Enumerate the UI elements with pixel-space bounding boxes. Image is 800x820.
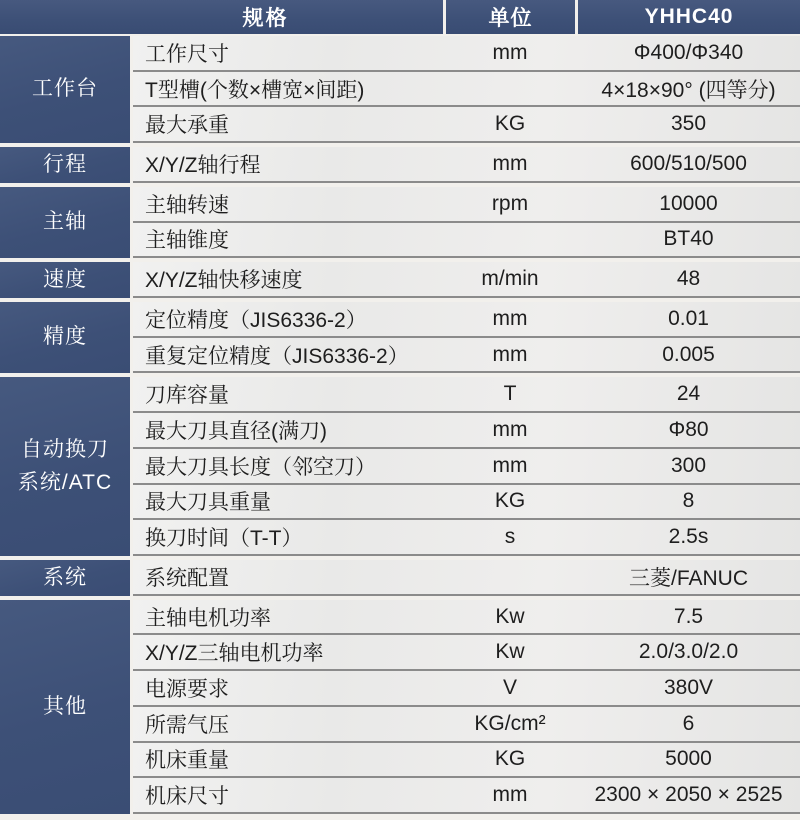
spec-value: Φ80 bbox=[668, 418, 709, 441]
item-label: 主轴电机功率 bbox=[145, 606, 271, 630]
spec-row bbox=[133, 377, 800, 411]
category-label: 行程 bbox=[43, 152, 87, 176]
category-label: 自动换刀 bbox=[21, 438, 109, 462]
spec-value: 350 bbox=[670, 112, 707, 136]
spec-block bbox=[0, 36, 800, 143]
unit-value: rpm bbox=[491, 191, 529, 215]
spec-row bbox=[133, 411, 800, 447]
spec-block bbox=[0, 147, 800, 183]
spec-row bbox=[133, 669, 800, 705]
item-label: 换刀时间（T-T） bbox=[145, 527, 303, 551]
item-label: 工作尺寸 bbox=[145, 42, 229, 66]
item-label: X/Y/Z轴行程 bbox=[145, 154, 261, 177]
spec-block bbox=[0, 600, 800, 814]
spec-value: 48 bbox=[676, 267, 701, 291]
spec-value: 0.01 bbox=[668, 306, 709, 330]
unit-value: KG bbox=[494, 112, 526, 136]
unit-value: KG/cm² bbox=[474, 711, 546, 735]
spec-value: 2.0/3.0/2.0 bbox=[638, 640, 739, 664]
spec-block bbox=[0, 302, 800, 373]
unit-value: V bbox=[502, 676, 517, 700]
unit-value: mm bbox=[492, 453, 528, 477]
spec-row bbox=[133, 336, 800, 372]
unit-value: KG bbox=[494, 489, 526, 513]
spec-value: 2.5s bbox=[668, 525, 709, 549]
spec-value: 7.5 bbox=[673, 604, 704, 628]
item-label: 刀库容量 bbox=[145, 384, 229, 408]
spec-row bbox=[133, 187, 800, 221]
category-cell bbox=[0, 36, 130, 143]
spec-row bbox=[133, 70, 800, 106]
spec-row bbox=[133, 262, 800, 296]
item-label: 电源要求 bbox=[145, 678, 229, 702]
spec-value: 600/510/500 bbox=[630, 152, 747, 175]
spec-value: 2300 × 2050 × 2525 bbox=[594, 783, 783, 807]
item-label: 定位精度（JIS6336-2） bbox=[145, 308, 367, 332]
spec-value: 4×18×90° (四等分) bbox=[601, 78, 776, 102]
unit-value: mm bbox=[492, 152, 528, 175]
header-model: YHHC40 bbox=[578, 0, 800, 34]
spec-row bbox=[133, 302, 800, 336]
unit-value: s bbox=[504, 525, 516, 549]
spec-row bbox=[133, 776, 800, 812]
spec-row bbox=[133, 447, 800, 483]
item-label: 主轴锥度 bbox=[145, 229, 229, 253]
category-label: 其他 bbox=[43, 694, 87, 718]
block-rows bbox=[133, 302, 800, 373]
item-label: 机床重量 bbox=[145, 749, 229, 773]
spec-block bbox=[0, 262, 800, 298]
category-cell bbox=[0, 302, 130, 373]
category-cell bbox=[0, 262, 130, 298]
item-label: X/Y/Z三轴电机功率 bbox=[145, 642, 324, 666]
category-cell bbox=[0, 560, 130, 596]
category-cell bbox=[0, 147, 130, 183]
spec-row bbox=[133, 221, 800, 257]
spec-value: BT40 bbox=[663, 227, 714, 251]
spec-value: Φ400/Φ340 bbox=[633, 40, 744, 64]
spec-value: 24 bbox=[676, 382, 701, 406]
spec-value: 300 bbox=[670, 453, 707, 477]
category-label: 精度 bbox=[43, 325, 87, 349]
spec-value: 6 bbox=[682, 711, 695, 735]
item-label: 机床尺寸 bbox=[145, 785, 229, 809]
spec-row bbox=[133, 741, 800, 777]
unit-value: mm bbox=[492, 306, 528, 330]
item-label: 最大刀具直径(满刀) bbox=[145, 420, 327, 443]
spec-row bbox=[133, 483, 800, 519]
category-cell bbox=[0, 377, 130, 556]
block-rows bbox=[133, 560, 800, 596]
unit-value: m/min bbox=[481, 267, 539, 291]
spec-row bbox=[133, 633, 800, 669]
unit-value: Kw bbox=[495, 604, 525, 628]
spec-block bbox=[0, 560, 800, 596]
block-rows bbox=[133, 600, 800, 814]
category-label: 速度 bbox=[43, 267, 87, 291]
item-label: T型槽(个数×槽宽×间距) bbox=[145, 78, 365, 102]
category-cell bbox=[0, 600, 130, 814]
unit-value: mm bbox=[492, 40, 528, 64]
spec-value: 10000 bbox=[659, 191, 718, 215]
unit-value: Kw bbox=[495, 640, 525, 664]
item-label: 最大刀具长度（邻空刀） bbox=[145, 455, 376, 479]
block-rows bbox=[133, 147, 800, 183]
header-spec: 规格 bbox=[0, 0, 443, 34]
block-rows bbox=[133, 262, 800, 298]
spec-value: 5000 bbox=[665, 747, 712, 771]
category-label: 系统 bbox=[43, 565, 87, 589]
unit-value: T bbox=[503, 382, 517, 406]
spec-row bbox=[133, 147, 800, 181]
item-label: 重复定位精度（JIS6336-2） bbox=[145, 344, 409, 368]
item-label: 系统配置 bbox=[145, 566, 229, 590]
category-label: 工作台 bbox=[32, 77, 98, 101]
table-body bbox=[0, 36, 800, 814]
unit-value: KG bbox=[494, 747, 526, 771]
table-header bbox=[0, 0, 800, 34]
spec-row bbox=[133, 705, 800, 741]
spec-value: 0.005 bbox=[662, 342, 715, 366]
block-rows bbox=[133, 36, 800, 143]
item-label: X/Y/Z轴快移速度 bbox=[145, 269, 303, 293]
block-rows bbox=[133, 187, 800, 258]
unit-value: mm bbox=[492, 342, 528, 366]
block-rows bbox=[133, 377, 800, 556]
unit-value: mm bbox=[492, 418, 528, 441]
category-label: 主轴 bbox=[43, 210, 87, 234]
spec-row bbox=[133, 600, 800, 634]
spec-block bbox=[0, 187, 800, 258]
item-label: 所需气压 bbox=[145, 713, 229, 737]
spec-row bbox=[133, 560, 800, 594]
header-unit: 单位 bbox=[446, 0, 575, 34]
item-label: 最大承重 bbox=[145, 114, 229, 138]
category-label: 系统/ATC bbox=[17, 470, 113, 494]
spec-value: 三菱/FANUC bbox=[628, 566, 748, 590]
category-cell bbox=[0, 187, 130, 258]
item-label: 最大刀具重量 bbox=[145, 491, 271, 515]
spec-block bbox=[0, 377, 800, 556]
spec-value: 8 bbox=[682, 489, 695, 513]
spec-row bbox=[133, 36, 800, 70]
unit-value: mm bbox=[492, 783, 528, 807]
spec-row bbox=[133, 518, 800, 554]
spec-row bbox=[133, 105, 800, 141]
spec-value: 380V bbox=[663, 676, 714, 700]
item-label: 主轴转速 bbox=[145, 193, 229, 217]
